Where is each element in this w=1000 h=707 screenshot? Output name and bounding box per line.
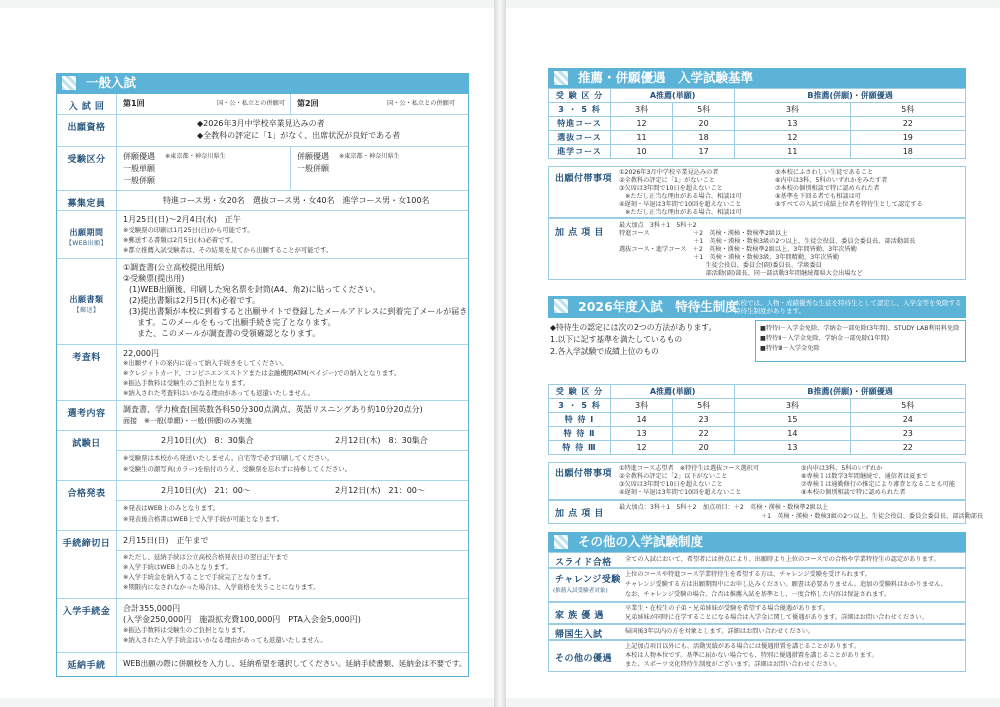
documents-sub: 【郵送】 (73, 307, 100, 314)
s-req-left: ①特進コース志望者 ※特待生は選抜コース選択可 (619, 465, 760, 472)
row-sublabel: (推薦入試受験者対象) (553, 588, 608, 594)
date-note2: ※受験生の顔写真(カラー)を貼付のうえ、受験票を忘れずに持参してください。 (123, 465, 352, 473)
deadline-main: 2月15日(日) 正午まで (123, 536, 209, 545)
sub-head: 5科 (673, 103, 735, 117)
round2-note: 国・公・私立との併願可 (387, 100, 456, 107)
table-cell: 10 (611, 145, 673, 159)
bonus-line: 最大加点 3科＋1 5科＋2 (619, 222, 697, 229)
col-b-head: B推薦(併願)・併願優遇 (735, 385, 966, 399)
bonus-line: ＋1 英検・漢検・数検3級の2つ以上、生徒会役員、委員会委員長、部活動部長 (619, 238, 916, 245)
section-title-text: 推薦・併願優遇 入学試験基準 (578, 70, 754, 85)
capacity-text: 特進コース男・女20名 選抜コース男・女40名 進学コース男・女100名 (163, 196, 430, 205)
round2: 第2回 (297, 99, 319, 108)
date2: 2月12日(木) 8：30集合 (335, 436, 428, 445)
req-left-6: ※ただし正当な理由がある場合、相談は可 (619, 209, 742, 216)
other-row-slide (548, 552, 966, 568)
bonus-line: 生徒会役員、委員会(副)委員長、学級委員 (619, 262, 822, 269)
bonus-line: 特進コース ＋2 英検・漢検・数検準2級以上 (619, 230, 788, 237)
s-req-left: ③欠席は3年間で10日を超えないこと (619, 481, 723, 488)
fee-main: 22,000円 (123, 349, 159, 358)
result-note2: ※発表後合格書はWEB上で入学手続が可能となります。 (123, 515, 284, 523)
req-label: 出願付帯事項 (555, 174, 613, 184)
col-b-head: B推薦(併願)・併願優遇 (735, 89, 966, 103)
postpone-main: WEB出願の際に併願校を入力し、延納希望を選択してください。延納手続書類、延納金は不要です。 (123, 659, 467, 668)
row-label: 選考内容 (57, 401, 117, 430)
row-label: 受験区分 (57, 147, 117, 190)
row-label: 特 待 Ⅰ (549, 413, 611, 427)
result-note1: ※発表はWEB上のみとなります。 (123, 504, 220, 512)
table-cell: 18 (673, 131, 735, 145)
row-label: 募集定員 (57, 191, 117, 210)
fee-note1: ※出願サイトの案内に従って納入手続きをしてください。 (123, 359, 288, 367)
doc-line2: ②受験票(提出用) (123, 274, 185, 283)
period-note3: ※都立推薦入試受験者は、その結果を見てから出願することが可能です。 (123, 246, 333, 254)
row-deadline (57, 530, 468, 598)
cat1-line2: 一般単願 (123, 164, 155, 173)
cat1-note: ※東京都・神奈川県生 (165, 153, 226, 160)
table-cell: 23 (850, 427, 965, 441)
round1-note: 国・公・私立との併願可 (217, 100, 286, 107)
bonus-label: 加 点 項 目 (555, 509, 604, 519)
table-cell: 23 (673, 413, 735, 427)
req-right-4: ⑧基準を下回る者でも相談は可 (775, 193, 861, 200)
col-a-head: A推薦(単願) (611, 89, 735, 103)
result2: 2月12日(木) 21：00～ (335, 486, 425, 495)
bonus-line: 部活動(副)部長、同一部活動3年間継続都県大会出場など (619, 270, 863, 277)
row-label: 出願資格 (57, 115, 117, 146)
type3: ■特待Ⅲ－入学金免除 (760, 345, 820, 352)
row-label: 延納手続 (57, 653, 117, 676)
s-req-left: ④遅刻・早退は3年間で10回を超えないこと (619, 489, 742, 496)
row-label: 特 待 Ⅱ (549, 427, 611, 441)
sub-head: 3科 (611, 103, 673, 117)
title-pattern-icon (62, 76, 76, 90)
deadline-note2: ※入学手続はWEB上のみとなります。 (123, 563, 233, 571)
row-line: チャレンジ受験する方は出願期間中にお申し込みください。願書は必要ありません。追加の受験料はかかりません。 (625, 581, 947, 588)
content-line1: 調査書、学力検査(国英数各科50分300点満点、英語リスニングあり約10分20点分) (123, 405, 423, 414)
row-line: 上位のコースや特進コース学業特待生を希望する方は、チャレンジ受験を受けられます。 (625, 571, 871, 578)
period-sub: 【WEB出願】 (65, 240, 108, 247)
table-cell: 15 (735, 413, 850, 427)
table-cell: 12 (611, 441, 673, 455)
title-note2: 特待生制度があります。 (734, 307, 805, 315)
table-cell: 12 (735, 131, 850, 145)
doc-line7: また、このメールが調査書の受領確認となります。 (137, 329, 321, 338)
divider (117, 550, 468, 551)
table-cell: 22 (673, 427, 735, 441)
fee-note3: ※振込手数料は受験生のご負担となります。 (123, 379, 250, 387)
fee-note4: ※納入された考査料はいかなる理由があっても返還いたしません。 (123, 389, 315, 397)
scholarship-title (548, 296, 966, 318)
table-cell: 22 (850, 441, 965, 455)
admfee-main: 合計355,000円 (123, 604, 181, 613)
row-line: また、スポーツ文化特待生制度がございます。詳細はお問い合わせください。 (625, 661, 841, 668)
cat2-title: 併願優遇 (297, 152, 329, 161)
req-label: 出願付帯事項 (555, 469, 613, 479)
req-left-2: ②全教科の評定に「1」がないこと (619, 177, 716, 184)
row-documents (57, 258, 468, 344)
sub-head: 3科 (735, 103, 850, 117)
recommend-title (548, 68, 966, 88)
req-right-2: ⑥内申は3科、5科のいずれかをみたす者 (775, 177, 888, 184)
other-row-challenge (548, 568, 966, 602)
row-line: なお、チャレンジ受験の場合、合否は推薦入試を基準とし、一度合格した内容は保証されます。 (625, 591, 891, 598)
s-req-right: ⑤内申は3科、5科のいずれか (801, 465, 883, 472)
scholarship-intro2: 1.以下に記す基準を満たしているもの (550, 335, 683, 344)
col-a-head: A推薦(単願) (611, 385, 735, 399)
other-row-other (548, 640, 966, 672)
row-line: 兄弟姉妹が同時に在学することになる場合は入学金に関して優遇があります。詳細はお問い合わせください。 (625, 614, 928, 621)
qual-line2: ◆全教科の評定に「1」がなく、出席状況が良好である者 (197, 131, 401, 140)
s-bonus-line2: ＋1 英検・漢検・数検3級の2つ以上、生徒会役員、委員会委員長、部活動部長 (761, 513, 984, 520)
row-label: 特進コース (549, 117, 611, 131)
table-cell: 13 (735, 441, 850, 455)
req-right-1: ⑤本校にふさわしい生徒であること (775, 169, 874, 176)
s-bonus-line1: 最大加点：3科＋1 5科＋2 加点項目：＋2 英検・漢検・数検準2級以上 (619, 504, 829, 511)
admfee-line2: (入学金250,000円 施設拡充費100,000円 PTA入会金5,000円) (123, 615, 361, 624)
scholarship-bonus (548, 500, 984, 524)
scholarship-requirements (548, 462, 966, 500)
subrow-label: 3 ・ 5 科 (549, 399, 611, 413)
table-cell: 20 (673, 117, 735, 131)
subrow-label: 3 ・ 5 科 (549, 103, 611, 117)
table-cell: 12 (611, 117, 673, 131)
row-exam-round (57, 94, 468, 114)
cat2-note: ※東京都・神奈川県生 (339, 153, 400, 160)
recommend-requirements (548, 166, 966, 218)
doc-line6: ます。このメールをもって出願手続き完了となります。 (137, 318, 336, 327)
row-label: 入 試 回 (57, 94, 117, 114)
sub-head: 5科 (850, 103, 965, 117)
s-req-right: ⑧本校の個別相談で特に認められた者 (801, 489, 906, 496)
table-cell: 14 (735, 427, 850, 441)
period-main: 1月25日(日)～2月4日(水) 正午 (123, 215, 241, 224)
sub-head: 5科 (673, 399, 735, 413)
bonus-line: ＋1 英検・漢検・数検3級、3年間精勤、3年次皆勤 (619, 254, 839, 261)
doc-line4: (2)提出書類は2月5日(木)必着です。 (129, 296, 261, 305)
table-cell: 13 (735, 117, 850, 131)
row-postpone (57, 652, 468, 676)
title-pattern-icon (554, 71, 568, 85)
title-pattern-icon (554, 299, 568, 313)
row-label: 帰国生入試 (555, 630, 603, 640)
table-cell: 14 (611, 413, 673, 427)
table-cell: 19 (850, 131, 965, 145)
sub-head: 3科 (735, 399, 850, 413)
row-admission-fee (57, 598, 468, 652)
divider (117, 500, 468, 501)
head-label: 受 験 区 分 (549, 385, 611, 399)
round1: 第1回 (123, 99, 145, 108)
scholarship-intro3: 2.各入学試験で成績上位のもの (550, 347, 659, 356)
date-note1: ※受験票は本校から発送いたしません。自宅等で必ず印刷してください。 (123, 454, 334, 462)
result1: 2月10日(火) 21：00～ (161, 486, 251, 495)
head-label: 受 験 区 分 (549, 89, 611, 103)
req-right-5: ⑨すべての入試で成績上位者を特待生として認定する (775, 201, 923, 208)
table-cell: 13 (611, 427, 673, 441)
row-line: 帰国後3年以内の方を対象とします。詳細はお問い合わせください。 (625, 628, 815, 635)
recommend-criteria-table (548, 88, 966, 159)
deadline-note4: ※期限内になされなかった場合は、入学資格を失うことになります。 (123, 583, 320, 591)
req-left-3: ③欠席は3年間で10日を超えないこと (619, 185, 723, 192)
title-note1: 本校では、人物・成績優秀な生徒を特待生として認定し、入学金等を免除する (734, 299, 962, 307)
row-label: 合格発表 (57, 481, 117, 530)
divider (290, 147, 291, 191)
row-line: 全ての入試において、希望者には併点により、出願時より上位のコースでの合格や学業特待生の認定があります。 (625, 556, 940, 563)
scholarship-criteria-table (548, 384, 966, 455)
type2: ■特待Ⅱ－入学金免除、学納金一部免除(1年間) (760, 335, 890, 342)
deadline-note3: ※入学手続金を納入することで手続完了となります。 (123, 573, 275, 581)
period-note1: ※受験票の印刷は1月25日(日)から可能です。 (123, 226, 254, 234)
req-left-4: ※ただし正当な理由がある場合、相談は可 (619, 193, 742, 200)
row-label (57, 211, 117, 258)
row-line: 上記加点項目以外にも、活動実績がある場合には優遇措置を講じることがあります。 (625, 643, 860, 650)
s-req-left: ②全教科の評定に「2」以下がないこと (619, 473, 728, 480)
other-exams-title (548, 532, 966, 552)
table-cell: 18 (850, 145, 965, 159)
section-title-text: 一般入試 (86, 75, 137, 90)
row-content (57, 400, 468, 430)
qual-line1: ◆2026年3月中学校卒業見込みの者 (197, 119, 325, 128)
scholarship-intro1: ◆特待生の認定には次の2つの方法があります。 (550, 323, 717, 332)
s-req-right: ⑥専検１は数学3年間継続で、通信者は夏まで (801, 473, 928, 480)
row-label: チャレンジ受験 (555, 575, 621, 585)
table-cell: 20 (673, 441, 735, 455)
row-label: スライド合格 (555, 558, 612, 568)
row-label: 家 族 優 遇 (555, 611, 604, 621)
table-cell: 17 (673, 145, 735, 159)
s-req-right: ⑦専検１は通勤修行の推定により審査となることも可能 (801, 481, 956, 488)
sub-head: 3科 (611, 399, 673, 413)
table-cell: 11 (735, 145, 850, 159)
row-label: 考査料 (57, 345, 117, 400)
req-left-1: ①2026年3月中学校卒業見込みの者 (619, 169, 719, 176)
other-row-returnee (548, 624, 966, 640)
period-label: 出願期間 (69, 228, 104, 237)
row-qualification (57, 114, 468, 146)
fee-note2: ※クレジットカード、コンビニエンスストアまたは金融機関ATM(ペイジー)での納入となります。 (123, 369, 401, 377)
section-title-text: その他の入学試験制度 (578, 534, 704, 549)
row-label: その他の優遇 (555, 654, 613, 664)
cat2-line2: 一般併願 (297, 164, 329, 173)
doc-line5: (3)提出書類が本校に到着すると出願サイトで登録したメールアドレスに到着完了メールが届き (129, 307, 468, 316)
title-pattern-icon (554, 535, 568, 549)
recommend-bonus (548, 218, 966, 280)
row-result (57, 480, 468, 530)
doc-line1: ①調査書(公立高校提出用紙) (123, 263, 225, 272)
row-fee (57, 344, 468, 400)
deadline-note1: ※ただし、延納手続は公立高校合格発表日の翌日正午まで (123, 553, 289, 561)
divider (290, 94, 291, 114)
doc-line3: (1)WEB出願後、印刷した宛名票を封筒(A4、角2)に貼ってください。 (129, 285, 381, 294)
other-row-family (548, 602, 966, 624)
row-label: 進学コース (549, 145, 611, 159)
documents-label: 出願書類 (69, 295, 104, 304)
cat1-line3: 一般併願 (123, 176, 155, 185)
row-label: 特 待 Ⅲ (549, 441, 611, 455)
req-left-5: ④遅刻・早退は3年間で10回を超えないこと (619, 201, 742, 208)
type1: ■特待Ⅰ－入学金免除、学納金一部免除(3年間)、STUDY LAB利用料免除 (760, 325, 960, 332)
general-exam-title (56, 73, 469, 93)
bonus-line: 選抜コース・進学コース ＋2 英検・漢検・数検準2級以上、3年間皆勤、3年次皆勤 (619, 246, 857, 253)
table-cell: 11 (611, 131, 673, 145)
row-period (57, 210, 468, 258)
divider (117, 450, 468, 451)
row-capacity (57, 190, 468, 210)
sub-head: 5科 (850, 399, 965, 413)
row-label: 入学手続金 (57, 599, 117, 652)
row-label: 試験日 (57, 431, 117, 480)
row-label: 選抜コース (549, 131, 611, 145)
table-cell: 24 (850, 413, 965, 427)
row-line: 卒業生・在校生の子弟・兄弟姉妹が受験を希望する場合優遇があります。 (625, 605, 829, 612)
scholarship-types-box (755, 320, 966, 362)
admfee-note1: ※振込手数料は受験生のご負担となります。 (123, 626, 250, 634)
row-line: 本校は人物本位です。基準に届かない場合でも、特別に優遇措置を講じることがあります。 (625, 652, 878, 659)
date1: 2月10日(火) 8：30集合 (161, 436, 254, 445)
table-cell: 22 (850, 117, 965, 131)
section-title-text: 2026年度入試 特待生制度 (578, 299, 738, 314)
admfee-note2: ※納入された入学手続金はいかなる理由があっても返還いたしません。 (123, 636, 327, 644)
content-line2: 面接 ※一般(単願)・一般(併願)のみ実施 (123, 417, 252, 425)
row-label: 手続締切日 (57, 531, 117, 598)
row-exam-date (57, 430, 468, 480)
bonus-label: 加 点 項 目 (555, 228, 604, 238)
req-right-3: ⑦本校の個別相談で特に認められた者 (775, 185, 880, 192)
general-exam-table (56, 93, 469, 677)
period-note2: ※郵送する書類は2月5日(木)必着です。 (123, 236, 237, 244)
row-category (57, 146, 468, 190)
row-label (57, 259, 117, 344)
cat1-title: 併願優遇 (123, 152, 155, 161)
page-fold (494, 0, 506, 707)
